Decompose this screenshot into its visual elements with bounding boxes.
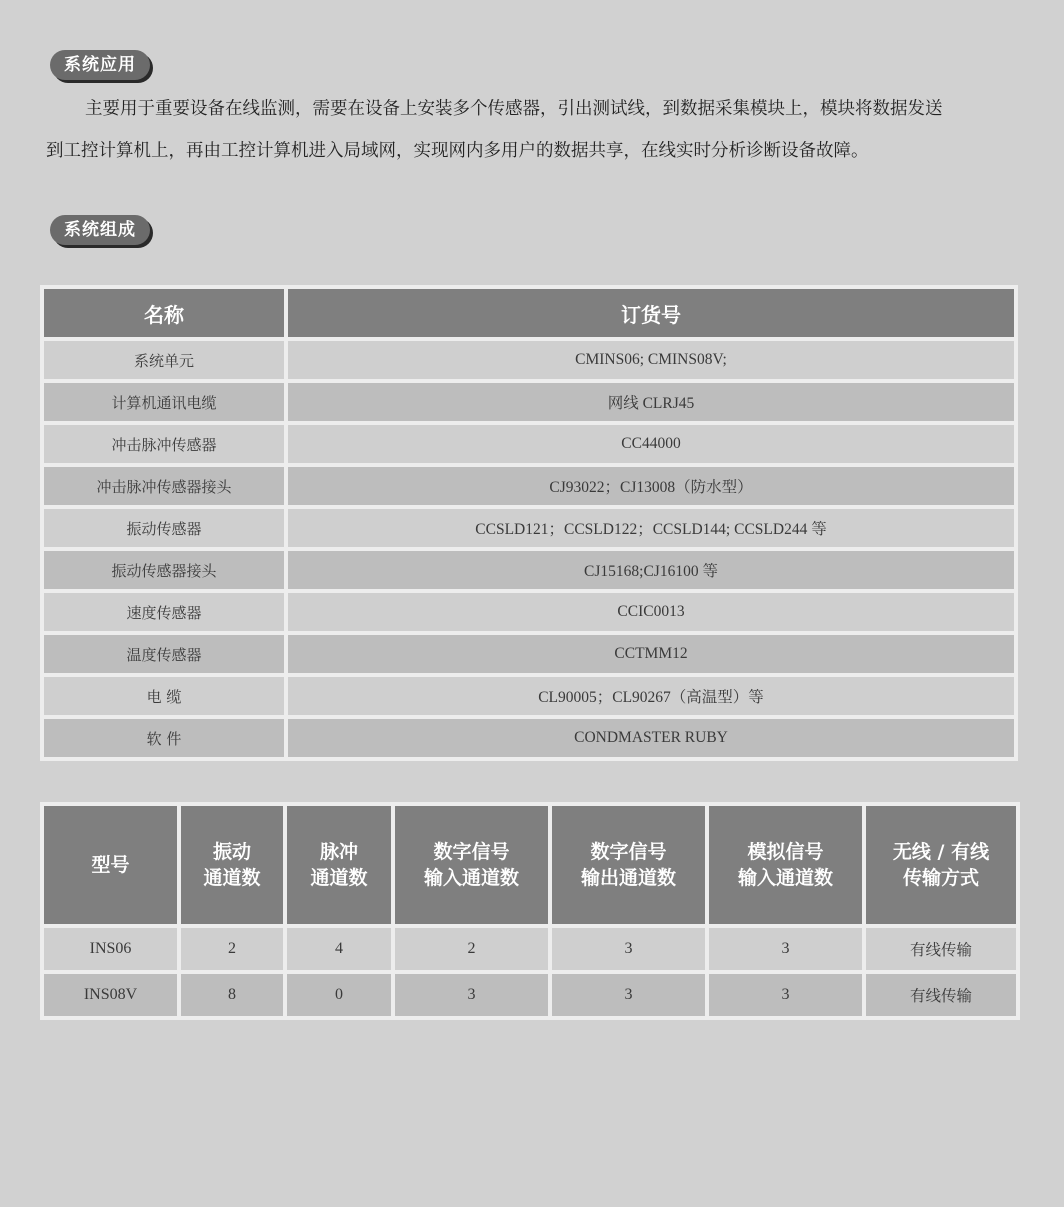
- header-line: 无线 / 有线: [892, 841, 990, 863]
- order-number: CONDMASTER RUBY: [288, 719, 1014, 757]
- header-line: 通道数: [310, 867, 368, 889]
- order-number: CCTMM12: [288, 635, 1014, 673]
- header-model: [44, 806, 177, 924]
- paragraph-line-2: 到工控计算机上，再由工控计算机进入局域网，实现网内多用户的数据共享，在线实时分析诊断设备故障。: [46, 141, 869, 161]
- component-name: 振动传感器接头: [44, 551, 284, 589]
- component-name: 温度传感器: [44, 635, 284, 673]
- table-row: [44, 719, 1014, 757]
- digital-output-cell: 3: [552, 928, 705, 970]
- component-name: 电 缆: [44, 677, 284, 715]
- component-name: 冲击脉冲传感器: [44, 425, 284, 463]
- header-line: 通道数: [203, 867, 261, 889]
- pulse-cell: 0: [287, 974, 391, 1016]
- header-vibration-channels: [181, 806, 283, 924]
- vibration-cell: 8: [181, 974, 283, 1016]
- table-row: [44, 467, 1014, 505]
- component-name: 计算机通讯电缆: [44, 383, 284, 421]
- header-line: 脉冲: [319, 841, 358, 863]
- header-line: 输入通道数: [423, 867, 519, 889]
- section-heading-application: 系统应用: [50, 50, 150, 80]
- table-row: [44, 593, 1014, 631]
- order-number: 网线 CLRJ45: [288, 383, 1014, 421]
- header-line: 输入通道数: [737, 867, 833, 889]
- section-heading-composition: 系统组成: [50, 215, 150, 245]
- digital-input-cell: 3: [395, 974, 548, 1016]
- transmission-cell: 有线传输: [866, 974, 1016, 1016]
- components-header-row: [44, 289, 1014, 337]
- header-digital-input-channels: [395, 806, 548, 924]
- header-line: 数字信号: [433, 841, 510, 863]
- order-number: CJ93022；CJ13008（防水型）: [288, 467, 1014, 505]
- table-row: [44, 383, 1014, 421]
- header-analog-input-channels: [709, 806, 862, 924]
- component-name: 软 件: [44, 719, 284, 757]
- table-row: [44, 677, 1014, 715]
- table-row: [44, 974, 1016, 1016]
- header-line: 振动: [212, 841, 251, 863]
- vibration-cell: 2: [181, 928, 283, 970]
- analog-input-cell: 3: [709, 974, 862, 1016]
- component-name: 速度传感器: [44, 593, 284, 631]
- models-header-row: [44, 806, 1016, 924]
- order-number: CL90005；CL90267（高温型）等: [288, 677, 1014, 715]
- header-order-number: 订货号: [288, 289, 1014, 337]
- transmission-cell: 有线传输: [866, 928, 1016, 970]
- application-paragraph: [46, 88, 1026, 172]
- header-name: 名称: [44, 289, 284, 337]
- table-row: [44, 551, 1014, 589]
- header-line: 传输方式: [902, 867, 979, 889]
- header-transmission-mode: [866, 806, 1016, 924]
- table-row: [44, 928, 1016, 970]
- table-row: [44, 509, 1014, 547]
- table-row: [44, 635, 1014, 673]
- model-cell: INS08V: [44, 974, 177, 1016]
- header-model-label: 型号: [91, 854, 130, 876]
- header-line: 输出通道数: [580, 867, 676, 889]
- component-name: 冲击脉冲传感器接头: [44, 467, 284, 505]
- header-line: 数字信号: [590, 841, 667, 863]
- components-table: [40, 285, 1018, 761]
- order-number: CCIC0013: [288, 593, 1014, 631]
- paragraph-line-1: 主要用于重要设备在线监测，需要在设备上安装多个传感器，引出测试线，到数据采集模块上，模块将数据发送: [85, 99, 943, 119]
- header-pulse-channels: [287, 806, 391, 924]
- component-name: 振动传感器: [44, 509, 284, 547]
- table-row: [44, 425, 1014, 463]
- component-name: 系统单元: [44, 341, 284, 379]
- digital-input-cell: 2: [395, 928, 548, 970]
- order-number: CC44000: [288, 425, 1014, 463]
- table-row: [44, 341, 1014, 379]
- model-cell: INS06: [44, 928, 177, 970]
- header-digital-output-channels: [552, 806, 705, 924]
- order-number: CJ15168;CJ16100 等: [288, 551, 1014, 589]
- models-table: [40, 802, 1020, 1020]
- header-line: 模拟信号: [747, 841, 824, 863]
- pulse-cell: 4: [287, 928, 391, 970]
- digital-output-cell: 3: [552, 974, 705, 1016]
- order-number: CCSLD121；CCSLD122；CCSLD144; CCSLD244 等: [288, 509, 1014, 547]
- order-number: CMINS06; CMINS08V;: [288, 341, 1014, 379]
- analog-input-cell: 3: [709, 928, 862, 970]
